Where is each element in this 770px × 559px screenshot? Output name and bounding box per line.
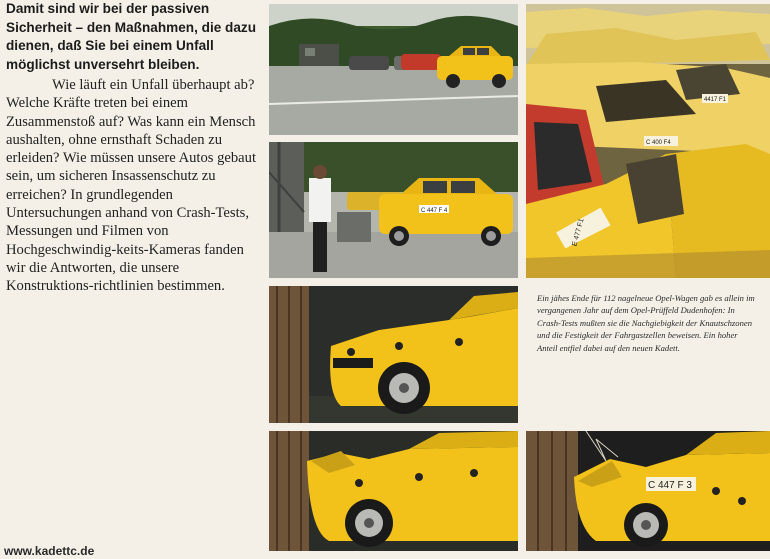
photo-crashed-cars-pile [526,4,770,278]
photo-test-field [269,4,518,135]
plate-p6: C 447 F 3 [648,480,692,491]
footer-url: www.kadettc.de [4,544,95,558]
plate-p5-a: 4417 F1 [704,97,727,103]
photo-crash-impact [269,431,518,551]
photo-crash-approach [269,286,518,423]
photo-technician-rig [269,142,518,278]
photo-caption: Ein jähes Ende für 112 nagelneue Opel-Wagen gab es allein im vergangenen Jahr auf dem Opel-Prüffeld Dudenhofen: In Crash-Tests mußten sie die Nachgiebigkeit der Knautschzonen und die Festigkeit der Fahrgastzellen beweisen. Ein hoher Anteil entfiel dabei auf den neuen Kadett. [537,293,755,353]
plate-p5-b: C 400 F4 [646,140,671,146]
plate-p2: C 447 F 4 [421,208,448,214]
headline: Damit sind wir bei der passiven Sicherheit – den Maßnahmen, die dazu dienen, daß Sie bei einem Unfall möglichst unversehrt bleiben. [6,1,257,72]
body-text: Wie läuft ein Unfall überhaupt ab? Welche Kräfte treten bei einem Zusammenstoß auf? Was kann ein Mensch aushalten, ohne ernsthaft Schaden zu erleiden? Wie müssen unsere Autos gebaut sein, um sicheren Insassenschutz zu erreichen? In grundlegenden Untersuchungen anhand von Crash-Tests, Messungen und Filmen von Hochgeschwindig-keits-Kameras fanden wir die Antworten, die unsere Konstruktions-richtlinien bestimmen. [6,77,257,295]
photo-crash-barrier-plate [526,431,770,551]
plate-p5-c: E 477 F1 [571,217,586,248]
